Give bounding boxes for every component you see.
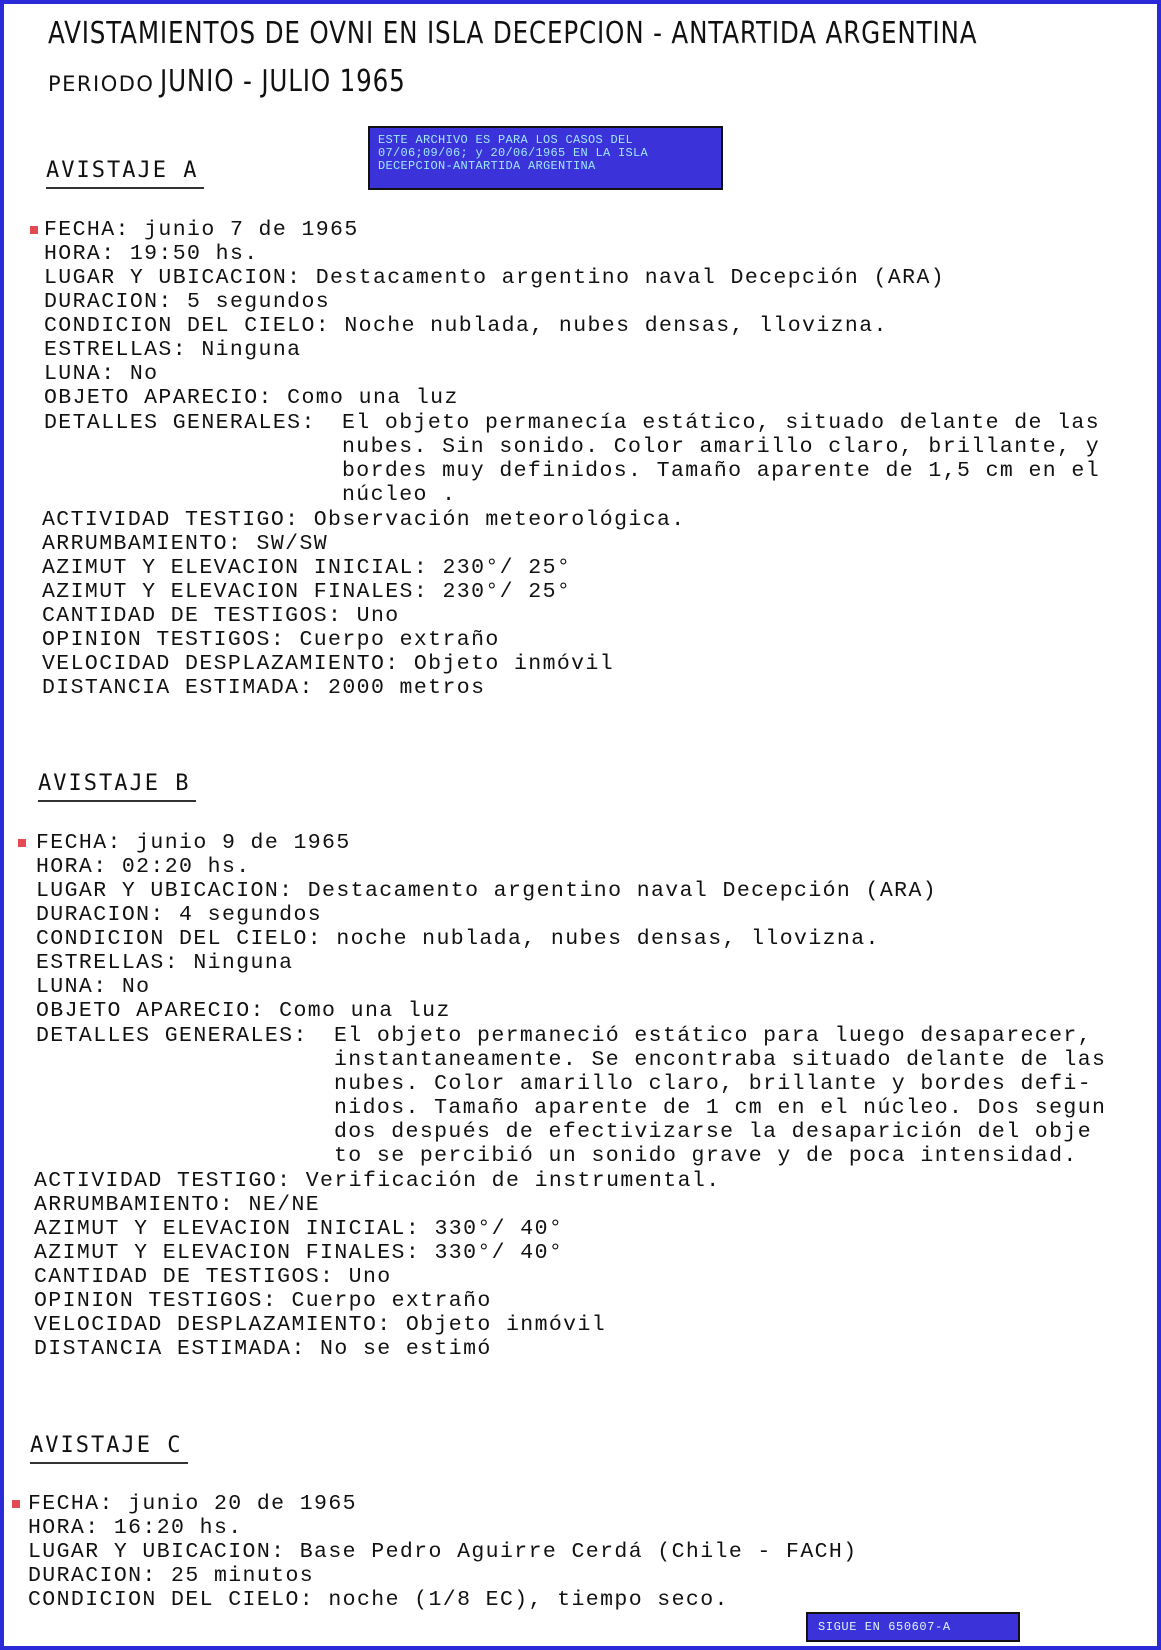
field-row (42, 508, 686, 532)
field-value: noche nublada, nubes densas, llovizna. (336, 927, 880, 951)
field-label: FECHA: (28, 1492, 129, 1516)
field-value: 5 segundos (187, 290, 331, 314)
field-label: LUGAR Y UBICACION: (36, 879, 308, 903)
field-row (44, 218, 945, 242)
field-value: No se estimó (320, 1337, 492, 1361)
field-value: Ninguna (193, 951, 294, 975)
field-row (36, 975, 937, 999)
field-label: DURACION: (36, 903, 180, 927)
sighting-a-heading-text: AVISTAJE A (46, 158, 199, 183)
sighting-b-details-text: El objeto permaneció estático para luego desaparecer, instantaneamente. Se encontraba situado delante de las nubes. Color amarillo claro, brillante y bordes defi- nidos. Tamaño aparente de 1 cm en el núcleo. Dos segun dos después de efectivizarse la desaparición del obje to se percibió un sonido grave y de poca intensidad. (334, 1024, 1107, 1168)
field-label: DURACION: (28, 1564, 172, 1588)
field-label: CANTIDAD DE TESTIGOS: (34, 1265, 349, 1289)
field-value: Base Pedro Aguirre Cerdá (Chile - FACH) (299, 1540, 858, 1564)
sighting-b-heading (38, 771, 190, 796)
field-label: HORA: (28, 1516, 114, 1540)
field-value: Noche nublada, nubes densas, llovizna. (344, 314, 888, 338)
document-title: AVISTAMIENTOS DE OVNI EN ISLA DECEPCION - ANTARTIDA ARGENTINA (48, 16, 978, 51)
field-row (42, 556, 686, 580)
field-label: LUGAR Y UBICACION: (44, 266, 316, 290)
field-row (44, 362, 945, 386)
sighting-c-fields (28, 1492, 858, 1612)
red-bullet-marker (18, 839, 26, 847)
field-label: ACTIVIDAD TESTIGO: (34, 1169, 306, 1193)
field-row (34, 1241, 721, 1265)
field-value: 4 segundos (179, 903, 323, 927)
sighting-b-fields (36, 831, 937, 1023)
sighting-a-fields (44, 218, 945, 410)
sighting-a-underline (46, 187, 204, 189)
field-label: DISTANCIA ESTIMADA: (42, 676, 329, 700)
sighting-a-fields-2 (42, 508, 686, 700)
field-row (28, 1540, 858, 1564)
field-value: Cuerpo extraño (291, 1289, 492, 1313)
sighting-c-heading-text: AVISTAJE C (30, 1433, 183, 1458)
field-value: Destacamento argentino naval Decepción (ARA) (307, 879, 938, 903)
field-row (42, 652, 686, 676)
field-value: junio 7 de 1965 (144, 218, 359, 242)
sighting-a-details-text: El objeto permanecía estático, situado delante de las nubes. Sin sonido. Color amarillo claro, brillante, y bordes muy definidos. Tamaño aparente de 1,5 cm en el núcleo . (342, 411, 1101, 507)
sighting-b-heading-text: AVISTAJE B (38, 771, 191, 796)
field-row (34, 1313, 721, 1337)
field-label: LUGAR Y UBICACION: (28, 1540, 300, 1564)
field-row (36, 951, 937, 975)
field-label: LUNA: (44, 362, 130, 386)
field-row (34, 1265, 721, 1289)
field-row (28, 1564, 858, 1588)
field-label: FECHA: (44, 218, 145, 242)
sighting-a-details-label: DETALLES GENERALES: (44, 411, 331, 435)
field-row (44, 338, 945, 362)
field-label: FECHA: (36, 831, 137, 855)
field-value: 230°/ 25° (442, 556, 572, 580)
field-value: Verificación de instrumental. (305, 1169, 721, 1193)
field-label: ESTRELLAS: (44, 338, 202, 362)
field-row (36, 855, 937, 879)
field-row (34, 1337, 721, 1361)
field-row (34, 1289, 721, 1313)
field-label: CONDICION DEL CIELO: (36, 927, 337, 951)
field-value: Objeto inmóvil (405, 1313, 607, 1337)
sighting-b-underline (38, 800, 196, 802)
field-row (36, 879, 937, 903)
period-value: JUNIO - JULIO 1965 (159, 64, 406, 99)
field-label: OBJETO APARECIO: (36, 999, 280, 1023)
field-label: HORA: (36, 855, 122, 879)
field-value: 02:20 hs. (121, 855, 251, 879)
field-row (28, 1588, 858, 1612)
field-label: ARRUMBAMIENTO: (42, 532, 257, 556)
field-label: DURACION: (44, 290, 188, 314)
sighting-a-heading (46, 158, 198, 183)
continues-in-link[interactable]: SIGUE EN 650607-A (806, 1612, 1020, 1642)
field-value: noche (1/8 EC), tiempo seco. (328, 1588, 729, 1612)
field-value: Uno (348, 1265, 392, 1289)
field-label: OPINION TESTIGOS: (34, 1289, 292, 1313)
period-line (48, 64, 459, 99)
field-value: Ninguna (201, 338, 302, 362)
field-value: SW/SW (256, 532, 329, 556)
red-bullet-marker (12, 1500, 20, 1508)
field-value: No (129, 362, 159, 386)
field-label: DISTANCIA ESTIMADA: (34, 1337, 321, 1361)
field-value: NE/NE (248, 1193, 321, 1217)
field-row (44, 386, 945, 410)
field-row (42, 676, 686, 700)
field-row (44, 266, 945, 290)
field-row (28, 1516, 858, 1540)
field-row (36, 999, 937, 1023)
field-value: 330°/ 40° (434, 1217, 564, 1241)
sighting-c-heading (30, 1433, 182, 1458)
field-value: Destacamento argentino naval Decepción (ARA) (315, 266, 946, 290)
field-label: AZIMUT Y ELEVACION INICIAL: (42, 556, 443, 580)
field-row (34, 1217, 721, 1241)
field-label: CONDICION DEL CIELO: (44, 314, 345, 338)
field-row (36, 903, 937, 927)
field-value: Cuerpo extraño (299, 628, 500, 652)
field-value: Como una luz (287, 386, 459, 410)
field-label: HORA: (44, 242, 130, 266)
sighting-b-fields-2 (34, 1169, 721, 1361)
field-row (42, 604, 686, 628)
field-row (36, 927, 937, 951)
field-value: 2000 metros (328, 676, 486, 700)
field-value: 230°/ 25° (442, 580, 572, 604)
field-value: Como una luz (279, 999, 451, 1023)
field-label: ACTIVIDAD TESTIGO: (42, 508, 314, 532)
field-label: ARRUMBAMIENTO: (34, 1193, 249, 1217)
field-value: 330°/ 40° (434, 1241, 564, 1265)
field-value: Uno (356, 604, 400, 628)
archive-note-box: ESTE ARCHIVO ES PARA LOS CASOS DEL 07/06;09/06; y 20/06/1965 EN LA ISLA DECEPCION-ANTARTIDA ARGENTINA (368, 126, 723, 190)
field-label: VELOCIDAD DESPLAZAMIENTO: (42, 652, 414, 676)
field-label: LUNA: (36, 975, 122, 999)
field-value: junio 20 de 1965 (128, 1492, 357, 1516)
field-value: No (121, 975, 151, 999)
field-label: OPINION TESTIGOS: (42, 628, 300, 652)
field-row (36, 831, 937, 855)
field-row (28, 1492, 858, 1516)
field-label: VELOCIDAD DESPLAZAMIENTO: (34, 1313, 406, 1337)
field-label: AZIMUT Y ELEVACION INICIAL: (34, 1217, 435, 1241)
field-row (42, 580, 686, 604)
field-row (42, 532, 686, 556)
field-value: Objeto inmóvil (413, 652, 615, 676)
field-row (44, 290, 945, 314)
sighting-c-underline (30, 1462, 188, 1464)
field-label: CANTIDAD DE TESTIGOS: (42, 604, 357, 628)
field-label: AZIMUT Y ELEVACION FINALES: (34, 1241, 435, 1265)
field-value: Observación meteorológica. (313, 508, 686, 532)
field-row (42, 628, 686, 652)
field-row (34, 1169, 721, 1193)
field-value: 25 minutos (171, 1564, 315, 1588)
sighting-b-details-label: DETALLES GENERALES: (36, 1024, 323, 1048)
period-label: PERIODO (48, 72, 155, 96)
red-bullet-marker (30, 226, 38, 234)
field-value: 19:50 hs. (129, 242, 259, 266)
field-label: OBJETO APARECIO: (44, 386, 288, 410)
field-row (44, 242, 945, 266)
field-row (44, 314, 945, 338)
field-label: ESTRELLAS: (36, 951, 194, 975)
field-label: AZIMUT Y ELEVACION FINALES: (42, 580, 443, 604)
field-row (34, 1193, 721, 1217)
field-value: junio 9 de 1965 (136, 831, 351, 855)
field-value: 16:20 hs. (113, 1516, 243, 1540)
field-label: CONDICION DEL CIELO: (28, 1588, 329, 1612)
